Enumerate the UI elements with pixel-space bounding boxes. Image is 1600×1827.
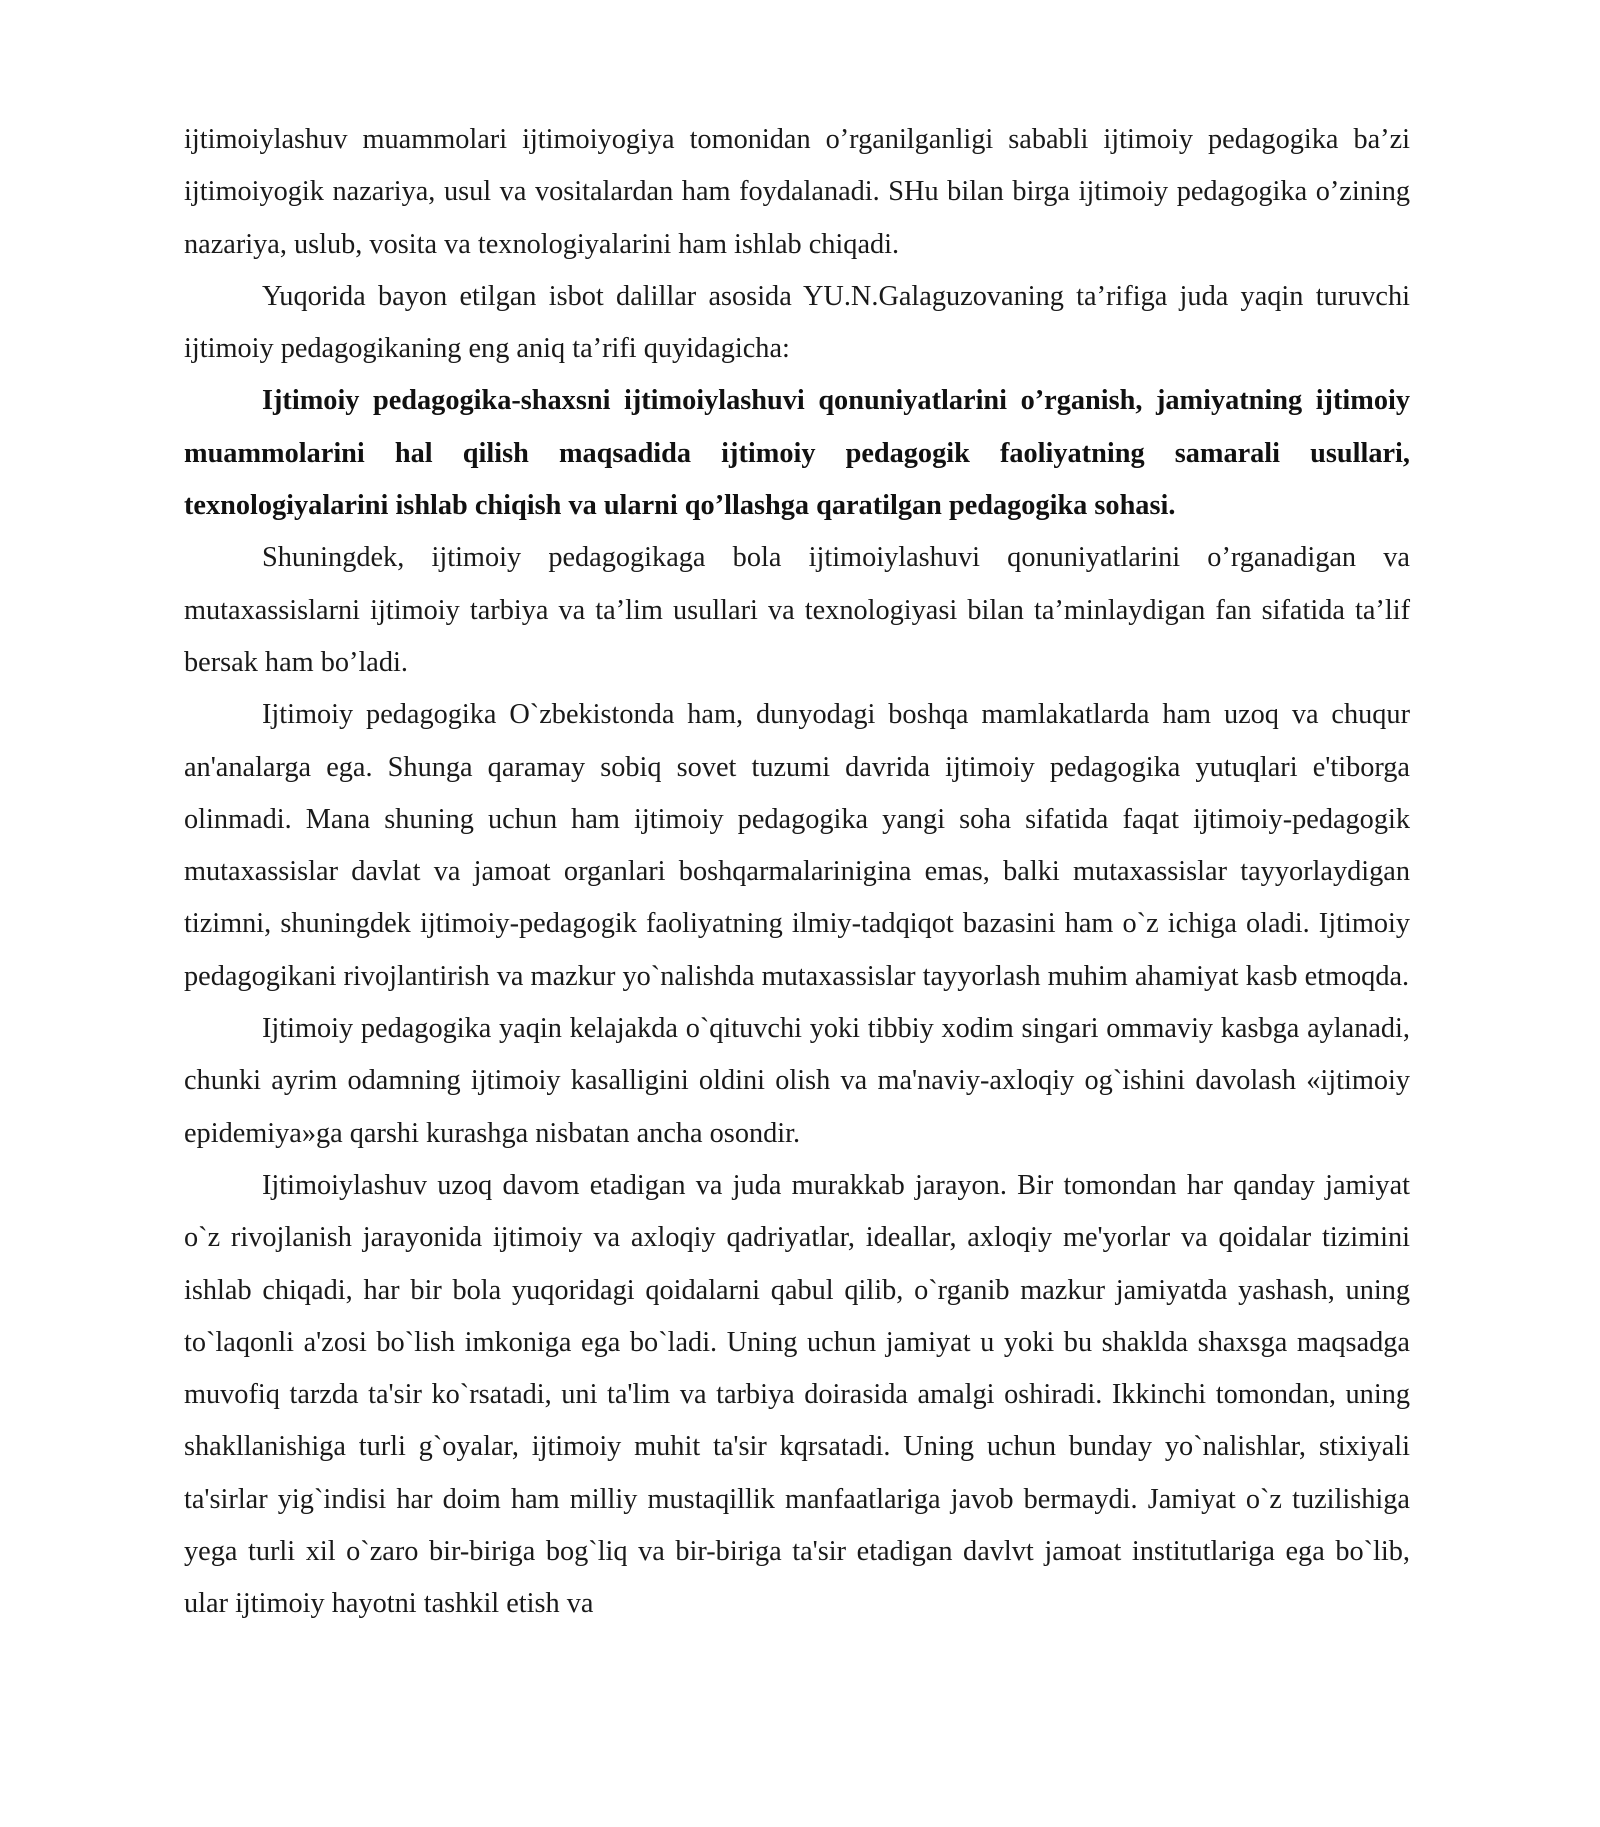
paragraph-4: Shuningdek, ijtimoiy pedagogikaga bola ijtimoiylashuvi qonuniyatlarini o’rganadigan va mutaxassislarni ijtimoiy tarbiya va ta’lim usullari va texnologiyasi bilan ta’minlaydigan fan sifatida ta’lif bersak ham bo’ladi. <box>184 542 1410 678</box>
paragraph-7: Ijtimoiylashuv uzoq davom etadigan va juda murakkab jarayon. Bir tomondan har qanday jamiyat o`z rivojlanish jarayonida ijtimoiy va axloqiy qadriyatlar, ideallar, axloqiy me'yorlar va qoidalar tizimini ishlab chiqadi, har bir bola yuqoridagi qoidalarni qabul qilib, o`rganib mazkur jamiyatda yashash, uning to`laqonli a'zosi bo`lish imkoniga ega bo`ladi. Uning uchun jamiyat u yoki bu shaklda shaxsga maqsadga muvofiq tarzda ta'sir ko`rsatadi, uni ta'lim va tarbiya doirasida amalgi oshiradi. Ikkinchi tomondan, uning shakllanishiga turli g`oyalar, ijtimoiy muhit ta'sir kqrsatadi. Uning uchun bunday yo`nalishlar, stixiyali ta'sirlar yig`indisi har doim ham milliy mustaqillik manfaatlariga javob bermaydi. Jamiyat o`z tuzilishiga yega turli xil o`zaro bir-biriga bog`liq va bir-biriga ta'sir etadigan davlvt jamoat institutlariga ega bo`lib, ular ijtimoiy hayotni tashkil etish va <box>184 1169 1410 1620</box>
paragraph-5: Ijtimoiy pedagogika O`zbekistonda ham, dunyodagi boshqa mamlakatlarda ham uzoq va chuqur an'analarga ega. Shunga qaramay sobiq sovet tuzumi davrida ijtimoiy pedagogika yutuqlari e'tiborga olinmadi. Mana shuning uchun ham ijtimoiy pedagogika yangi soha sifatida faqat ijtimoiy-pedagogik mutaxassislar davlat va jamoat organlari boshqarmalarinigina emas, balki mutaxassislar tayyorlaydigan tizimni, shuningdek ijtimoiy-pedagogik faoliyatning ilmiy-tadqiqot bazasini ham o`z ichiga oladi. Ijtimoiy pedagogikani rivojlantirish va mazkur yo`nalishda mutaxassislar tayyorlash muhim ahamiyat kasb etmoqda. <box>184 699 1410 992</box>
paragraph-1: ijtimoiylashuv muammolari ijtimoiyogiya tomonidan o’rganilganligi sababli ijtimoiy pedagogika ba’zi ijtimoiyogik nazariya, usul va vositalardan ham foydalanadi. SHu bilan birga ijtimoiy pedagogika o’zining nazariya, uslub, vosita va texnologiyalarini ham ishlab chiqadi. <box>184 124 1410 260</box>
paragraph-2: Yuqorida bayon etilgan isbot dalillar asosida YU.N.Galaguzovaning ta’rifiga juda yaqin turuvchi ijtimoiy pedagogikaning eng aniq ta’rifi quyidagicha: <box>184 280 1410 365</box>
definition-paragraph: Ijtimoiy pedagogika-shaxsni ijtimoiylashuvi qonuniyatlarini o’rganish, jamiyatning ijtimoiy muammolarini hal qilish maqsadida ijtimoiy pedagogik faoliyatning samarali usullari, texnologiyalarini ishlab chiqish va ularni qo’llashga qaratilgan pedagogika sohasi. <box>184 385 1410 522</box>
paragraph-6: Ijtimoiy pedagogika yaqin kelajakda o`qituvchi yoki tibbiy xodim singari ommaviy kasbga aylanadi, chunki ayrim odamning ijtimoiy kasalligini oldini olish va ma'naviy-axloqiy og`ishini davolash «ijtimoiy epidemiya»ga qarshi kurashga nisbatan ancha osondir. <box>184 1013 1410 1149</box>
document-page <box>184 114 1410 1631</box>
